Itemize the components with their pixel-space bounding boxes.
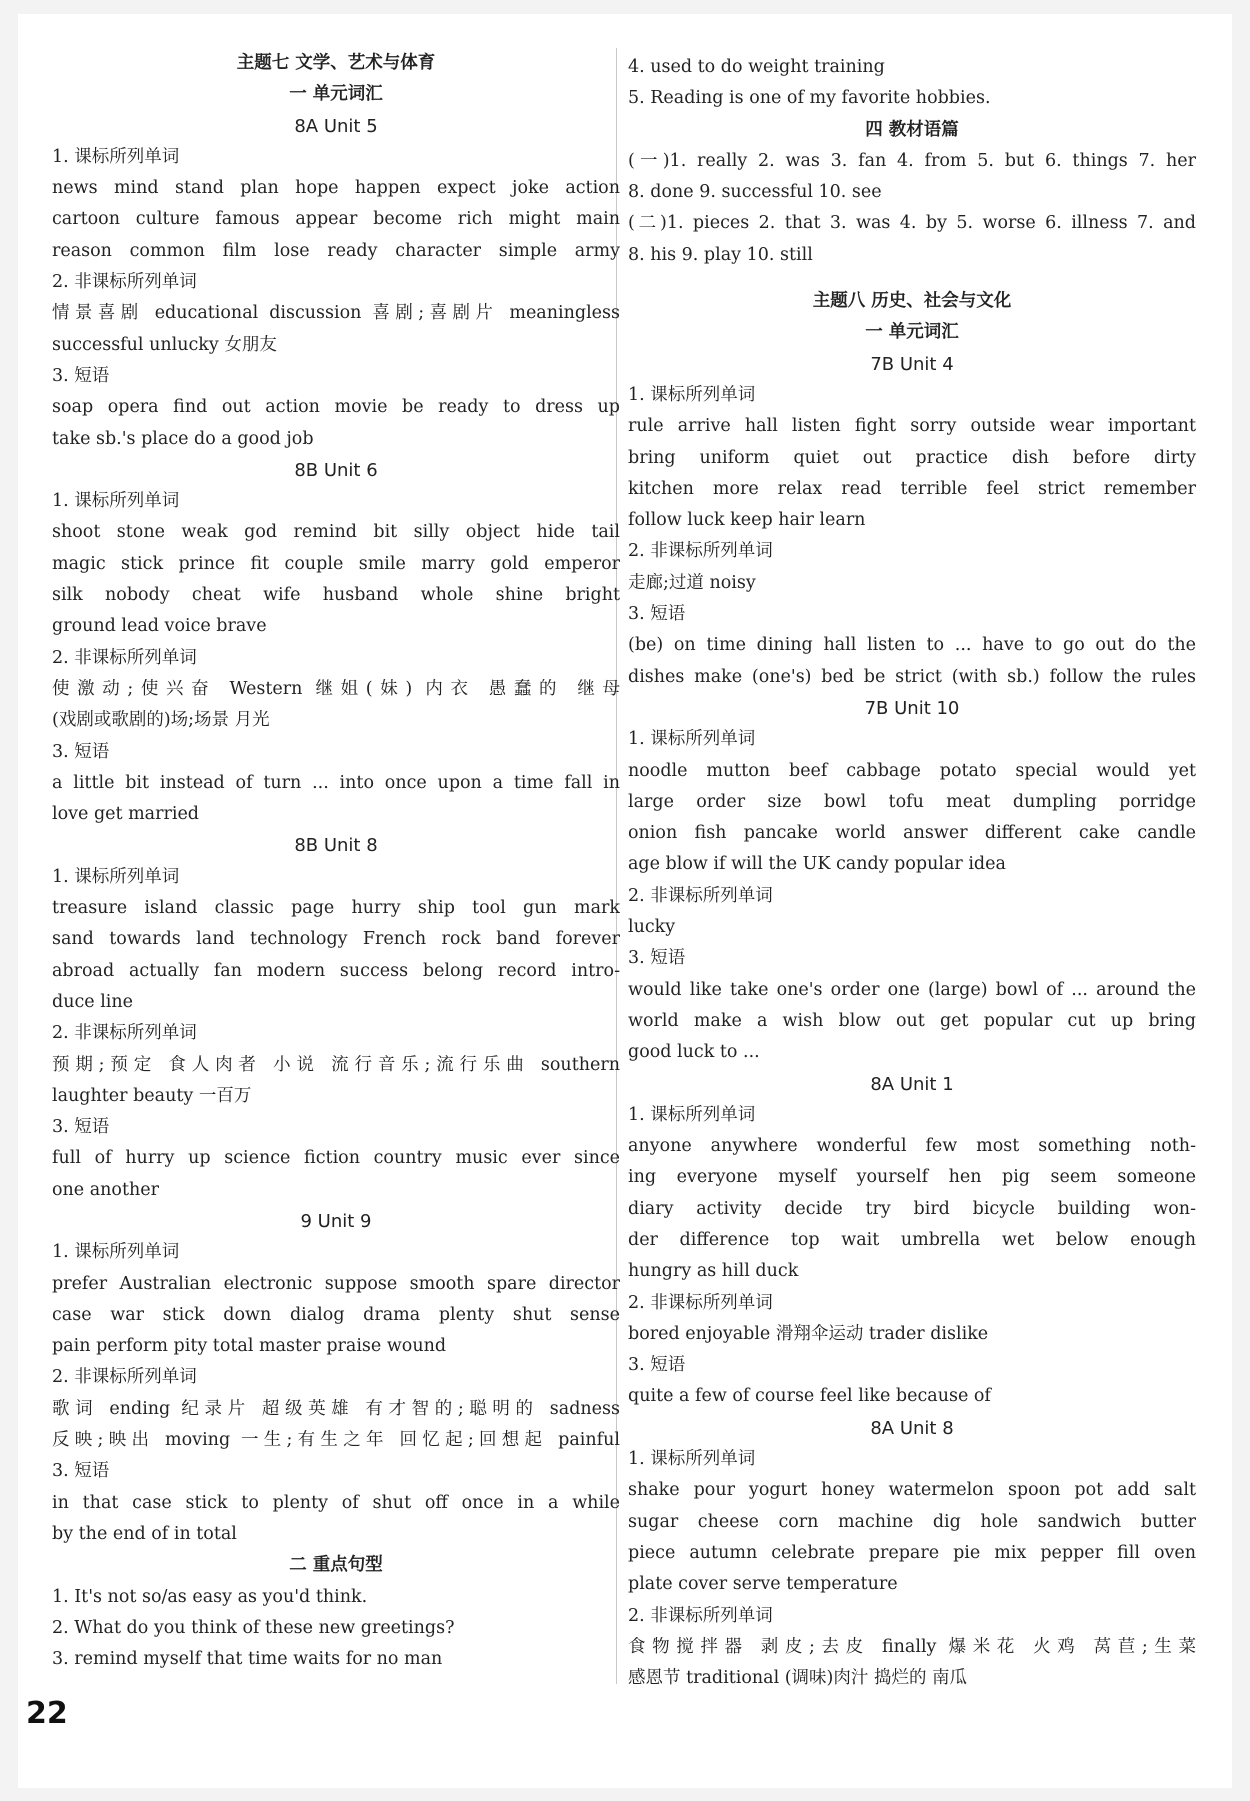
text-line: by the end of in total [52, 1523, 237, 1544]
unit-heading: 8A Unit 5 [294, 115, 378, 137]
text-line: anyone anywhere wonderful few most something noth- [628, 1136, 1196, 1157]
text-line: 2. 非课标所列单词 [52, 1023, 197, 1044]
text-line: 情景喜剧 educational discussion 喜剧;喜剧片 meaningless [52, 303, 620, 324]
text-line: (一)1. really 2. was 3. fan 4. from 5. but 6. things 7. her [628, 150, 1196, 171]
text-line: 1. 课标所列单词 [52, 491, 180, 512]
text-line: 预期;预定 食人肉者 小说 流行音乐;流行乐曲 southern [52, 1054, 620, 1075]
section-heading: 主题七 文学、艺术与体育 [236, 53, 436, 73]
text-line: bring uniform quiet out practice dish before dirty [628, 447, 1196, 468]
text-line: 2. 非课标所列单词 [52, 647, 197, 668]
text-line: abroad actually fan modern success belong record intro- [52, 960, 620, 981]
text-line: lucky [628, 917, 676, 938]
text-line: would like take one's order one (large) bowl of ... around the [628, 979, 1196, 1000]
text-line: 1. 课标所列单词 [52, 866, 180, 887]
text-line: (be) on time dining hall listen to ... have to go out do the [628, 635, 1196, 656]
text-line: 3. 短语 [52, 741, 110, 762]
text-line: shoot stone weak god remind bit silly object hide tail [52, 522, 620, 543]
text-line: 2. 非课标所列单词 [52, 1367, 197, 1388]
text-line: a little bit instead of turn ... into once upon a time fall in [52, 772, 620, 793]
text-line: rule arrive hall listen fight sorry outside wear important [628, 416, 1196, 437]
text-line: 1. 课标所列单词 [628, 384, 756, 405]
text-line: 食物搅拌器 剥皮;去皮 finally 爆米花 火鸡 莴苣;生菜 [628, 1636, 1196, 1657]
unit-heading: 8A Unit 1 [870, 1073, 954, 1095]
text-line: (二)1. pieces 2. that 3. was 4. by 5. worse 6. illness 7. and [628, 213, 1196, 234]
text-line: silk nobody cheat wife husband whole shine bright [52, 585, 620, 606]
section-heading: 一 单元词汇 [289, 84, 383, 105]
section-heading: 主题八 历史、社会与文化 [812, 291, 1012, 312]
text-line: 3. 短语 [52, 1461, 110, 1482]
text-line: soap opera find out action movie be ready to dress up [52, 397, 620, 418]
text-line: large order size bowl tofu meat dumpling porridge [628, 791, 1196, 812]
text-line: (戏剧或歌剧的)场;场景 月光 [52, 710, 270, 731]
text-line: one another [52, 1179, 159, 1200]
text-line: hungry as hill duck [628, 1261, 799, 1282]
text-line: 4. used to do weight training [628, 57, 885, 77]
text-line: treasure island classic page hurry ship tool gun mark [52, 898, 620, 919]
text-line: onion fish pancake world answer different cake candle [628, 823, 1196, 844]
text-line: reason common film lose ready character simple army [52, 240, 620, 261]
text-line: age blow if will the UK candy popular idea [628, 854, 1006, 875]
text-line: 1. 课标所列单词 [628, 729, 756, 750]
text-line: 2. 非课标所列单词 [628, 1292, 773, 1313]
text-line: shake pour yogurt honey watermelon spoon pot add salt [628, 1480, 1196, 1501]
text-line: 5. Reading is one of my favorite hobbies. [628, 88, 991, 109]
text-line: laughter beauty 一百万 [52, 1085, 252, 1106]
unit-heading: 8A Unit 8 [870, 1417, 954, 1439]
text-line: successful unlucky 女朋友 [52, 334, 277, 355]
text-line: bored enjoyable 滑翔伞运动 trader dislike [628, 1323, 989, 1344]
text-line: 8. done 9. successful 10. see [628, 182, 882, 203]
text-line: 3. 短语 [628, 604, 686, 625]
text-line: 反映;映出 moving 一生;有生之年 回忆起;回想起 painful [52, 1430, 620, 1451]
text-line: case war stick down dialog drama plenty shut sense [52, 1304, 620, 1325]
text-line: news mind stand plan hope happen expect joke action [52, 178, 620, 199]
unit-heading: 7B Unit 4 [870, 353, 954, 375]
text-line: 2. What do you think of these new greetings? [52, 1617, 455, 1638]
text-line: 2. 非课标所列单词 [52, 272, 197, 293]
text-line: 3. 短语 [628, 1355, 686, 1376]
section-heading: 二 重点句型 [289, 1555, 383, 1576]
text-line: 1. 课标所列单词 [52, 1242, 180, 1263]
text-line: dishes make (one's) bed be strict (with sb.) follow the rules [628, 666, 1196, 687]
unit-heading: 9 Unit 9 [300, 1210, 372, 1232]
text-line: ground lead voice brave [52, 616, 267, 637]
unit-heading: 8B Unit 8 [294, 835, 378, 857]
unit-heading: 7B Unit 10 [864, 697, 960, 719]
text-line: 1. It's not so/as easy as you'd think. [52, 1586, 368, 1607]
text-line: 1. 课标所列单词 [628, 1449, 756, 1470]
text-line: follow luck keep hair learn [628, 510, 866, 531]
spacer [628, 271, 1196, 286]
text-line: kitchen more relax read terrible feel strict remember [628, 478, 1196, 499]
text-line: 1. 课标所列单词 [52, 146, 180, 167]
section-heading: 四 教材语篇 [865, 119, 959, 140]
text-line: diary activity decide try bird bicycle building won- [628, 1198, 1196, 1219]
text-line: 2. 非课标所列单词 [628, 885, 773, 906]
left-column [52, 48, 620, 1675]
text-line: 2. 非课标所列单词 [628, 1605, 773, 1626]
text-line: 1. 课标所列单词 [628, 1104, 756, 1125]
page [18, 14, 1232, 1788]
text-line: full of hurry up science fiction country music ever since [52, 1148, 620, 1169]
text-line: piece autumn celebrate prepare pie mix pepper fill oven [628, 1542, 1196, 1563]
text-line: der difference top wait umbrella wet below enough [628, 1229, 1196, 1250]
text-line: 8. his 9. play 10. still [628, 244, 813, 265]
text-line: ing everyone myself yourself hen pig seem someone [628, 1167, 1196, 1188]
text-line: 3. remind myself that time waits for no man [52, 1649, 443, 1670]
text-line: quite a few of course feel like because of [628, 1386, 991, 1407]
text-line: magic stick prince fit couple smile marry gold emperor [52, 553, 620, 574]
text-line: world make a wish blow out get popular cut up bring [628, 1010, 1196, 1031]
text-line: 感恩节 traditional (调味)肉汁 捣烂的 南瓜 [628, 1668, 968, 1689]
section-heading: 一 单元词汇 [865, 322, 959, 343]
text-line: plate cover serve temperature [628, 1574, 898, 1595]
text-line: 3. 短语 [52, 1117, 110, 1138]
text-line: 走廊;过道 noisy [628, 572, 756, 593]
unit-heading: 8B Unit 6 [294, 459, 378, 481]
text-line: love get married [52, 804, 200, 825]
right-column [628, 52, 1196, 1694]
text-line: 2. 非课标所列单词 [628, 541, 773, 562]
text-line: prefer Australian electronic suppose smooth spare director [52, 1273, 620, 1294]
text-line: sugar cheese corn machine dig hole sandwich butter [628, 1511, 1196, 1532]
text-line: 3. 短语 [628, 948, 686, 969]
text-line: 3. 短语 [52, 365, 110, 386]
text-line: 使激动;使兴奋 Western 继姐(妹) 内衣 愚蠢的 继母 [52, 678, 620, 699]
text-line: take sb.'s place do a good job [52, 428, 314, 449]
text-line: noodle mutton beef cabbage potato special would yet [628, 760, 1196, 781]
text-line: good luck to ... [628, 1042, 760, 1063]
text-line: duce line [52, 991, 134, 1012]
text-line: 歌词 ending 纪录片 超级英雄 有才智的;聪明的 sadness [52, 1398, 620, 1419]
page-number: 22 [26, 1696, 68, 1731]
text-line: sand towards land technology French rock band forever [52, 929, 620, 950]
text-line: pain perform pity total master praise wound [52, 1336, 447, 1357]
text-line: in that case stick to plenty of shut off once in a while [52, 1492, 620, 1513]
text-line: cartoon culture famous appear become rich might main [52, 209, 620, 230]
